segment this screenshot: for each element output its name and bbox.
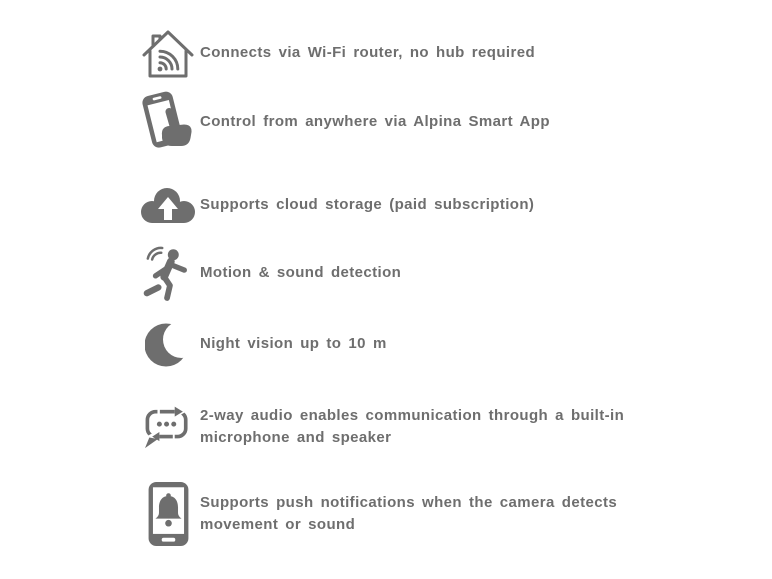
feature-label: Connects via Wi-Fi router, no hub required <box>200 44 536 61</box>
feature-row-wifi <box>136 21 535 85</box>
feature-row-cloud <box>136 173 534 237</box>
feature-row-night-vision <box>136 312 387 376</box>
feature-label: Supports cloud storage (paid subscription) <box>200 196 535 213</box>
feature-label: Supports push notifications when the camera detects movement or sound <box>200 494 618 533</box>
two-way-chat-icon <box>136 404 200 450</box>
feature-label: Motion & sound detection <box>200 264 402 281</box>
feature-row-app-control <box>136 90 550 154</box>
feature-label: Control from anywhere via Alpina Smart App <box>200 113 550 130</box>
feature-label: 2-way audio enables communication through a built-in microphone and speaker <box>200 407 625 446</box>
feature-row-two-way-audio <box>136 395 674 459</box>
phone-touch-icon <box>136 90 200 154</box>
feature-label: Night vision up to 10 m <box>200 335 387 352</box>
house-wifi-icon <box>136 28 200 78</box>
phone-bell-icon <box>136 480 200 548</box>
moon-icon <box>136 319 200 369</box>
feature-row-push-notifications <box>136 474 674 554</box>
motion-runner-icon <box>136 245 200 301</box>
cloud-upload-icon <box>136 186 200 224</box>
feature-row-motion <box>136 241 401 305</box>
